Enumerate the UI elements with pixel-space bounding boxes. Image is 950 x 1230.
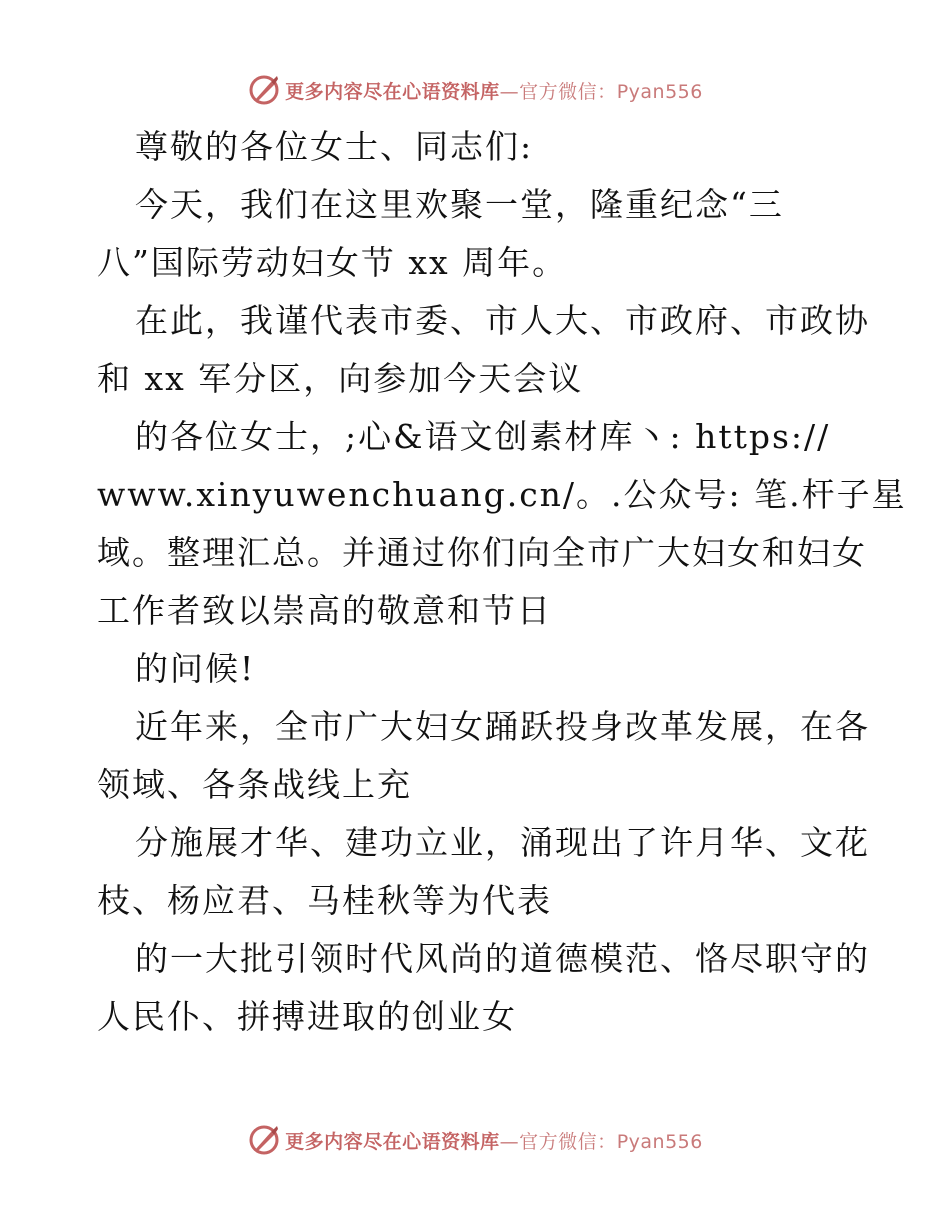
text-line: 枝、杨应君、马桂秋等为代表 <box>97 881 552 920</box>
footer-separator: — <box>499 1130 520 1153</box>
footer-wechat-label: 官方微信： <box>519 1130 617 1153</box>
text-line: 的一大批引领时代风尚的道德模范、恪尽职守的 <box>135 939 870 978</box>
document-body <box>97 118 907 1046</box>
quill-circle-logo-icon <box>247 1123 281 1157</box>
header-brand: 更多内容尽在心语资料库 <box>285 80 500 103</box>
footer-wechat-id: Pyan556 <box>616 1130 703 1153</box>
text-line: 域。整理汇总。并通过你们向全市广大妇女和妇女 <box>97 533 867 572</box>
text-line: 的问候! <box>135 649 256 688</box>
text-line: 在此，我谨代表市委、市人大、市政府、市政协 <box>135 301 870 340</box>
text-line: www.xinyuwenchuang.cn/。.公众号: 笔.杆子星 <box>97 475 907 514</box>
footer-watermark <box>0 1120 950 1160</box>
header-wechat-id: Pyan556 <box>616 80 703 103</box>
text-line: 尊敬的各位女士、同志们: <box>135 127 534 166</box>
header-separator: — <box>499 80 520 103</box>
text-line: 的各位女士，;心&语文创素材库丶: https:// <box>135 417 831 456</box>
text-line: 领域、各条战线上充 <box>97 765 412 804</box>
text-line: 近年来，全市广大妇女踊跃投身改革发展，在各 <box>135 707 870 746</box>
text-line: 和 xx 军分区，向参加今天会议 <box>97 359 584 398</box>
header-watermark <box>0 70 950 110</box>
text-line: 八”国际劳动妇女节 xx 周年。 <box>97 243 568 282</box>
quill-circle-logo-icon <box>247 73 281 107</box>
text-line: 分施展才华、建功立业，涌现出了许月华、文花 <box>135 823 870 862</box>
header-wechat-label: 官方微信： <box>519 80 617 103</box>
text-line: 工作者致以崇高的敬意和节日 <box>97 591 552 630</box>
text-line: 人民仆、拼搏进取的创业女 <box>97 997 517 1036</box>
text-line: 今天，我们在这里欢聚一堂，隆重纪念“三 <box>135 185 784 224</box>
footer-brand: 更多内容尽在心语资料库 <box>285 1130 500 1153</box>
